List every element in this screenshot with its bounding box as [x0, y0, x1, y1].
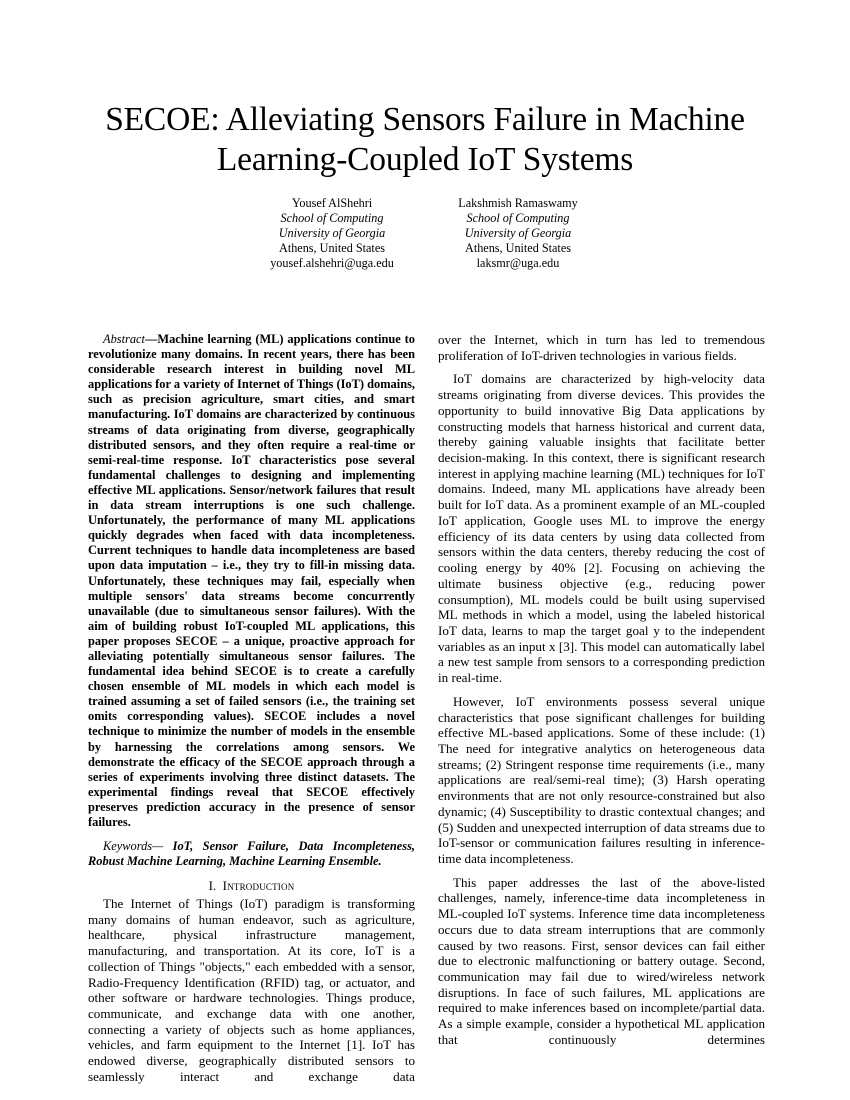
- author-name: Yousef AlShehri: [291, 196, 373, 210]
- section-heading-introduction: [88, 878, 415, 894]
- intro-paragraph-3: However, IoT environments possess several unique characteristics that pose significant challenges for building effective ML-based applications. Some of these include: (1) The need for integrative analytics on heterogeneous data streams; (2) Stringent response time requirements (i.e., many applications are real/semi-real time); (3) Harsh operating environments that are not only resource-constrained but also dynamic; (4) Susceptibility to drastic contextual changes; and (5) Sudden and unexpected interruption of data streams due to IoT-sensor or communication failures resulting in inference-time data incompleteness.: [438, 693, 765, 866]
- intro-paragraph-1: The Internet of Things (IoT) paradigm is transforming many domains of human endeavor, such as agriculture, healthcare, physical infrastructure management, manufacturing, and transportation. At its core, IoT is a collection of Things "objects," each embedded with a sensor, Radio-Frequency Identification (RFID) tag, or actuator, and other software or hardware technologies. Things produce, communicate, and exchange data with one another, connecting a variety of objects such as home appliances, vehicles, and farm equipment to the Internet [1]. IoT has endowed diverse, geographically distributed sensors to seamlessly interact and exchange data: [88, 896, 415, 1084]
- abstract-label: Abstract: [103, 332, 145, 346]
- author-name: Lakshmish Ramaswamy: [458, 196, 578, 210]
- author-email: laksmr@uga.edu: [476, 256, 560, 270]
- section-number: I.: [208, 878, 217, 894]
- intro-paragraph-4: This paper addresses the last of the above-listed challenges, namely, inference-time data incompleteness in ML-coupled IoT systems. Inference time data incompleteness occurs due to data stream interruptions that are commonly caused by two reasons. First, sensor devices can fail either due to electronic malfunctioning or battery outage. Second, communication may fail due to wired/wireless network disruptions. In face of such failures, ML applications are required to make inferences based on incomplete/partial data. As a simple example, consider a hypothetical ML application that continuously determines: [438, 874, 765, 1047]
- author-dept: School of Computing: [280, 211, 384, 225]
- section-title: Introduction: [222, 878, 295, 894]
- keywords: [88, 839, 415, 869]
- left-column: [88, 332, 415, 1085]
- right-column: [438, 332, 765, 1048]
- author-email: yousef.alshehri@uga.edu: [270, 256, 394, 270]
- title-line-2: Learning-Coupled IoT Systems: [216, 141, 634, 178]
- keywords-label: Keywords—: [103, 839, 164, 854]
- author-location: Athens, United States: [279, 241, 385, 255]
- author-dept: School of Computing: [466, 211, 570, 225]
- author-org: University of Georgia: [464, 226, 572, 240]
- abstract-text: —Machine learning (ML) applications continue to revolutionize many domains. In recent years, there has been considerable research interest in building novel ML applications for a variety of Internet of Things (IoT) domains, such as precision agriculture, smart cities, and smart manufacturing. IoT domains are characterized by continuous streams of data originating from diverse, geographically distributed sensors, and they often require a real-time or semi-real-time response. IoT characteristics pose several fundamental challenges to designing and implementing effective ML applications. Sensor/network failures that result in data stream interruptions is one such challenge. Unfortunately, the performance of many ML applications quickly degrades when faced with data incompleteness. Current techniques to handle data incompleteness are based upon data imputation – i.e., they try to fill-in missing data. Unfortunately, these techniques may fail, especially when multiple sensors' data streams become concurrently unavailable (due to simultaneous sensor failures). With the aim of building robust IoT-coupled ML applications, this paper proposes SECOE – a unique, proactive approach for alleviating potentially simultaneous sensor failures. The fundamental idea behind SECOE is to create a carefully chosen ensemble of ML models in which each model is trained assuming a set of failed sensors (i.e., the training set omits corresponding values). SECOE includes a novel technique to minimize the number of models in the ensemble by harnessing the correlations among sensors. We demonstrate the efficacy of the SECOE approach through a series of experiments involving three distinct datasets. The experimental findings reveal that SECOE effectively preserves prediction accuracy in the presence of sensor failures.: [88, 332, 415, 829]
- title-line-1: SECOE: Alleviating Sensors Failure in Machine: [105, 101, 745, 138]
- author-location: Athens, United States: [465, 241, 571, 255]
- keywords-text: IoT, Sensor Failure, Data Incompleteness, Robust Machine Learning, Machine Learning Ensemble.: [88, 839, 415, 869]
- author-2: [408, 196, 628, 271]
- paper-title: [60, 100, 790, 180]
- author-org: University of Georgia: [278, 226, 386, 240]
- intro-paragraph-2: IoT domains are characterized by high-velocity data streams originating from diverse devices. This provides the opportunity to build innovative Big Data applications by constructing models that harness historical and current data, thereby gaining valuable insights that facilitate better decision-making. In this context, there is significant research interest in applying machine learning (ML) techniques for IoT domains. Indeed, many ML applications have already been built for IoT data. As a prominent example of an ML-coupled IoT application, Google uses ML to improve the energy efficiency of its data centers by using data collected from sensors within the data centers, thereby reducing the cost of cooling energy by 40% [2]. Focusing on achieving the ultimate business objective (e.g., reducing power consumption), ML models could be built using supervised ML methods in which a model, using the labeled historical IoT data, learns to map the target goal y to the independent variables as an input x [3]. This model can automatically label a new test sample from sensors to a corresponding prediction in real-time.: [438, 371, 765, 686]
- intro-paragraph-continued: over the Internet, which in turn has led to tremendous proliferation of IoT-driven technologies in various fields.: [438, 332, 765, 363]
- abstract: [88, 332, 415, 830]
